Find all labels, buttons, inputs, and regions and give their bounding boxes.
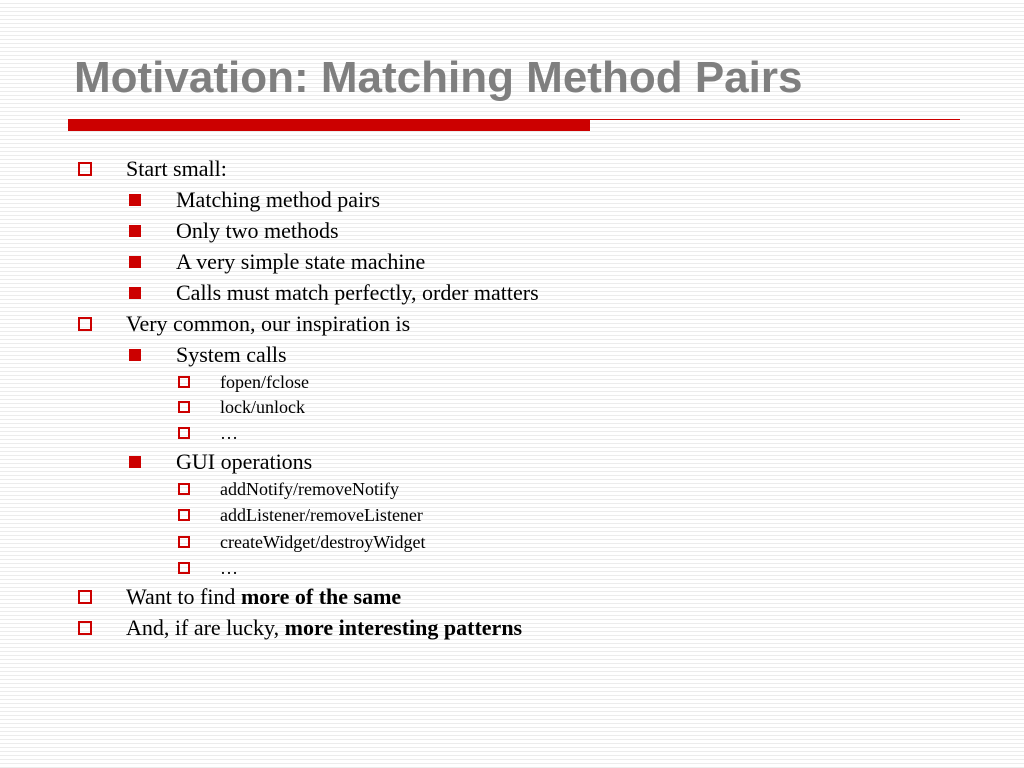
bullet-text: [220, 555, 238, 581]
bullet-text: [126, 308, 410, 339]
bullet-text: [126, 153, 227, 184]
bullet-text-plain: Want to find: [126, 584, 241, 609]
bullet-text-plain: Matching method pairs: [176, 187, 381, 212]
bullet-text-plain: GUI operations: [176, 449, 313, 474]
hollow-square-icon: [78, 162, 92, 176]
bullet-text-plain: Very common, our inspiration is: [126, 311, 411, 336]
bullet-text: [220, 394, 305, 420]
hollow-square-icon: [178, 376, 190, 388]
bullet-text: [220, 502, 423, 528]
bullet-text: [220, 369, 309, 395]
bullet-text: [220, 529, 425, 555]
bullet-text-plain: addNotify/removeNotify: [220, 479, 399, 499]
hollow-square-icon: [178, 509, 190, 521]
hollow-square-icon: [78, 590, 92, 604]
bullet-text: [176, 339, 287, 370]
bullet-text-plain: And, if are lucky,: [126, 615, 285, 640]
filled-square-icon: [129, 256, 141, 268]
bullet-text: [176, 446, 312, 477]
filled-square-icon: [129, 225, 141, 237]
hollow-square-icon: [178, 427, 190, 439]
bullet-text-plain: fopen/fclose: [220, 372, 309, 392]
filled-square-icon: [129, 456, 141, 468]
filled-square-icon: [129, 194, 141, 206]
bullet-text: [126, 581, 401, 612]
hollow-square-icon: [178, 401, 190, 413]
bullet-text-bold: more of the same: [240, 584, 402, 609]
bullet-text: [176, 184, 380, 215]
hollow-square-icon: [178, 536, 190, 548]
filled-square-icon: [129, 349, 141, 361]
bullet-text-plain: createWidget/destroyWidget: [220, 532, 426, 552]
hollow-square-icon: [78, 317, 92, 331]
bullet-text-plain: System calls: [176, 342, 287, 367]
hollow-square-icon: [178, 483, 190, 495]
filled-square-icon: [129, 287, 141, 299]
bullet-text-plain: lock/unlock: [220, 397, 305, 417]
bullet-text-plain: A very simple state machine: [176, 249, 426, 274]
hollow-square-icon: [78, 621, 92, 635]
bullet-text-plain: addListener/removeListener: [220, 505, 423, 525]
bullet-text-plain: …: [220, 558, 238, 578]
hollow-square-icon: [178, 562, 190, 574]
bullet-text-plain: Only two methods: [176, 218, 339, 243]
slide-title: Motivation: Matching Method Pairs: [74, 53, 803, 102]
bullet-text: [176, 246, 425, 277]
bullet-text: [220, 476, 399, 502]
bullet-text: [220, 420, 238, 446]
bullet-text: [126, 612, 522, 643]
bullet-text-plain: Start small:: [126, 156, 227, 181]
bullet-text: [176, 277, 539, 308]
bullet-text-plain: Calls must match perfectly, order matters: [176, 280, 539, 305]
bullet-text-plain: …: [220, 423, 238, 443]
bullet-text: [176, 215, 339, 246]
bullet-text-bold: more interesting patterns: [284, 615, 523, 640]
